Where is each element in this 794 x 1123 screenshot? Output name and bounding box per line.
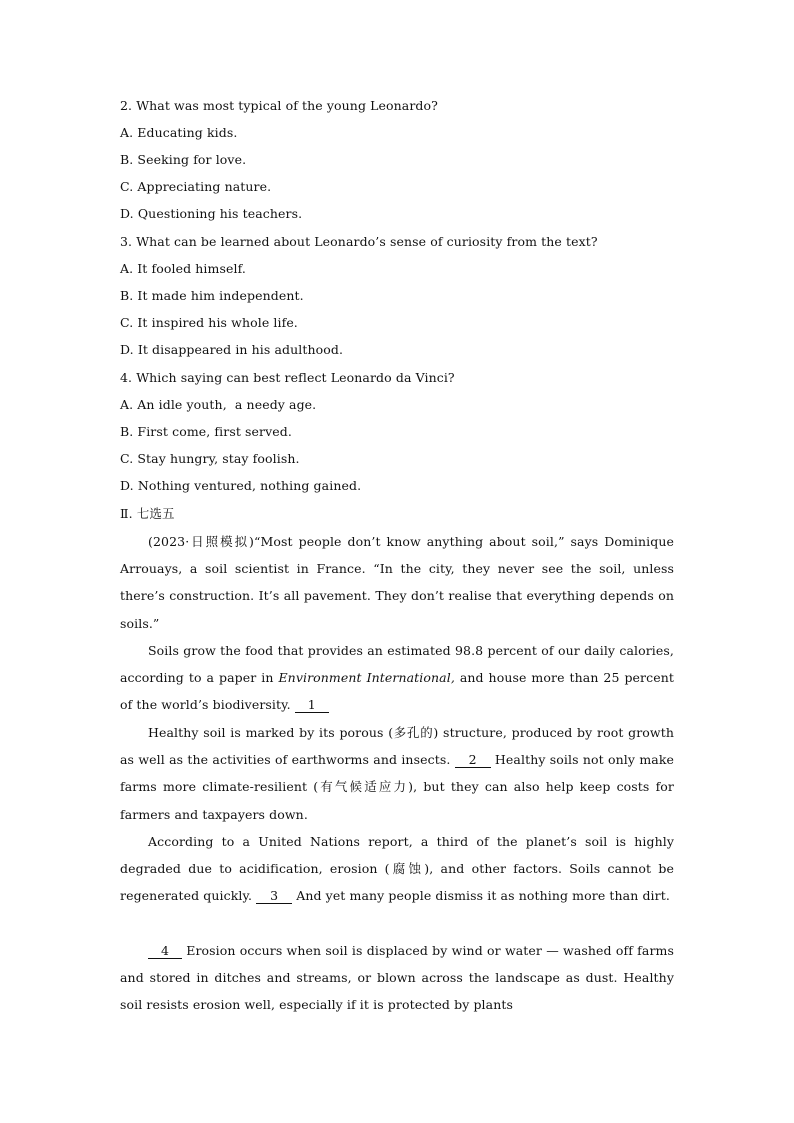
question-2-stem: 2. What was most typical of the young Leonardo? bbox=[120, 98, 438, 113]
passage-paragraph-4 bbox=[120, 828, 674, 910]
question-3-option-c: C. It inspired his whole life. bbox=[120, 315, 298, 330]
question-3-option-a: A. It fooled himself. bbox=[120, 261, 246, 276]
question-4-option-b: B. First come, first served. bbox=[120, 424, 292, 439]
paragraph-4-text-end: And yet many people dismiss it as nothing more than dirt. bbox=[292, 888, 670, 904]
question-4-option-c: C. Stay hungry, stay foolish. bbox=[120, 451, 300, 466]
blank-2[interactable]: 2 bbox=[455, 753, 491, 768]
question-2-option-c: C. Appreciating nature. bbox=[120, 179, 272, 194]
paragraph-2-text-start: Soils grow the food that provides an estimated 98.8 percent of our daily calories, according to a paper in bbox=[120, 643, 674, 686]
question-2-option-b: B. Seeking for love. bbox=[120, 152, 247, 167]
blank-1[interactable]: 1 bbox=[295, 698, 329, 713]
blank-4[interactable]: 4 bbox=[148, 944, 182, 959]
question-2-option-a: A. Educating kids. bbox=[120, 125, 238, 140]
paragraph-3-text-start: Healthy soil is marked by its porous (多孔的) structure, produced by root growth as well as the activities of earthworms and insects. bbox=[120, 725, 674, 768]
paragraph-5-text: Erosion occurs when soil is displaced by wind or water — washed off farms and stored in ditches and streams, or blown across the landscape as dust. Healthy soil resists erosion well, especially if it is protected by plants bbox=[120, 943, 674, 1013]
question-3-option-d: D. It disappeared in his adulthood. bbox=[120, 342, 344, 357]
blank-3[interactable]: 3 bbox=[256, 889, 292, 904]
question-3-option-b: B. It made him independent. bbox=[120, 288, 304, 303]
section-heading: Ⅱ. 七选五 bbox=[120, 506, 175, 521]
passage-paragraph-2 bbox=[120, 637, 674, 719]
question-3-stem: 3. What can be learned about Leonardo’s sense of curiosity from the text? bbox=[120, 234, 598, 249]
question-2-option-d: D. Questioning his teachers. bbox=[120, 206, 303, 221]
paragraph-3-text-end: Healthy soils not only make farms more climate-resilient (有气候适应力), but they can also help keep costs for farmers and taxpayers down. bbox=[120, 752, 674, 822]
paragraph-4-text-start: According to a United Nations report, a third of the planet’s soil is highly degraded due to acidification, erosion (腐蚀), and other factors. Soils cannot be regenerated quickly. bbox=[120, 834, 674, 904]
journal-title: Environment International, bbox=[278, 670, 455, 686]
passage-paragraph-5 bbox=[120, 937, 674, 1019]
question-4-option-d: D. Nothing ventured, nothing gained. bbox=[120, 478, 362, 493]
passage-paragraph-3 bbox=[120, 719, 674, 828]
question-4-option-a: A. An idle youth, a needy age. bbox=[120, 397, 317, 412]
passage-paragraph-1: (2023·日照模拟)“Most people don’t know anything about soil,” says Dominique Arrouays, a soil scientist in France. “In the city, they never see the soil, unless there’s construction. It’s all pavement. They don’t realise that everything depends on soils.” bbox=[120, 534, 674, 631]
paragraph-2-text-end: and house more than 25 percent of the world’s biodiversity. bbox=[120, 670, 674, 713]
question-4-stem: 4. Which saying can best reflect Leonardo da Vinci? bbox=[120, 370, 455, 385]
